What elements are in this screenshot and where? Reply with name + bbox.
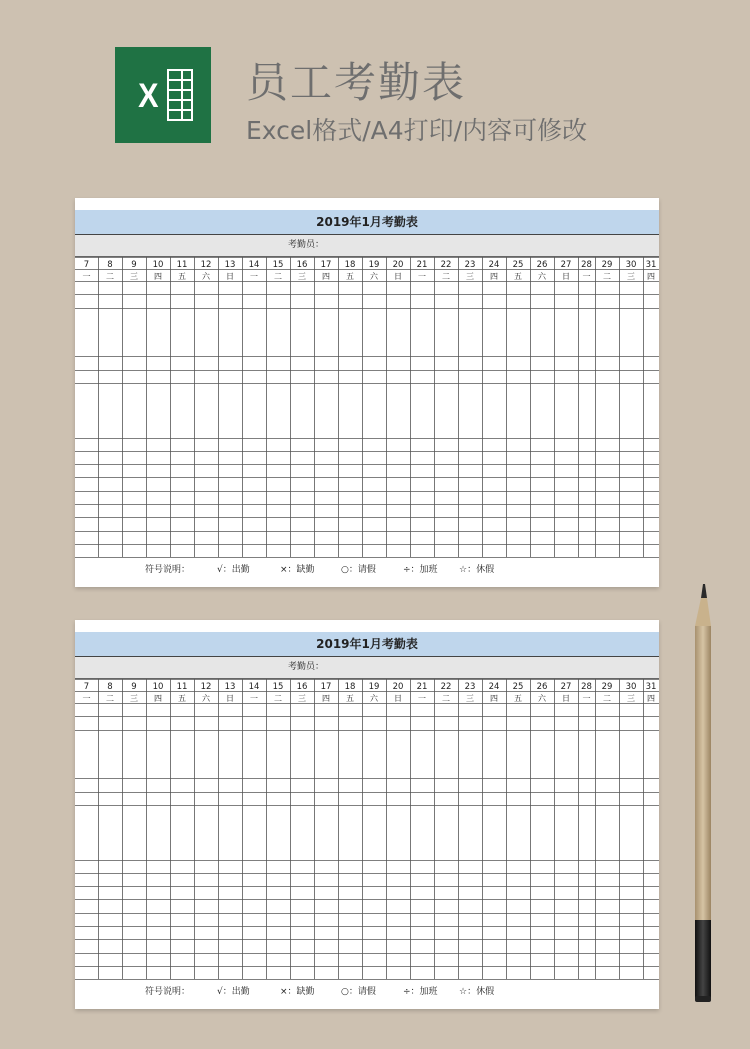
day-number-cell: 21: [416, 260, 428, 270]
legend-overtime: ÷：加班: [403, 987, 438, 997]
weekday-cell: 二: [106, 694, 114, 703]
day-number-cell: 17: [320, 260, 332, 270]
weekday-cell: 六: [538, 694, 546, 703]
day-number-cell: 9: [131, 260, 137, 270]
weekday-cell: 二: [106, 272, 114, 281]
weekday-cell: 二: [603, 694, 611, 703]
pencil-icon: [684, 584, 714, 1009]
day-number-cell: 31: [645, 260, 657, 270]
legend-rest: ☆：休假: [459, 987, 495, 997]
weekday-cell: 四: [647, 694, 655, 703]
weekday-cell: 一: [250, 272, 258, 281]
weekday-cell: 三: [130, 694, 138, 703]
day-number-cell: 20: [392, 682, 404, 692]
day-number-cell: 10: [152, 682, 164, 692]
weekday-cell: 一: [82, 272, 91, 281]
symbol-legend: [75, 982, 659, 998]
weekday-cell: 二: [442, 272, 450, 281]
day-number-cell: 14: [248, 682, 260, 692]
day-number-cell: 9: [131, 682, 137, 692]
day-number-cell: 7: [83, 682, 90, 692]
day-number-cell: 27: [560, 260, 572, 270]
weekday-cell: 三: [298, 694, 306, 703]
sheet-title: 2019年1月考勤表: [75, 210, 659, 235]
weekday-cell: 六: [538, 272, 546, 281]
weekday-cell: 三: [627, 272, 635, 281]
weekday-cell: 五: [514, 272, 522, 281]
weekday-cell: 四: [490, 272, 498, 281]
day-number-cell: 25: [512, 260, 524, 270]
day-number-cell: 16: [296, 260, 308, 270]
attendant-label: 考勤员：: [288, 240, 325, 250]
day-number-cell: 13: [224, 260, 236, 270]
day-number-cell: 24: [488, 682, 500, 692]
day-number-cell: 8: [107, 682, 113, 692]
weekday-cell: 一: [418, 272, 426, 281]
weekday-cell: 日: [394, 272, 402, 281]
day-number-cell: 27: [560, 682, 572, 692]
day-number-cell: 11: [176, 260, 188, 270]
weekday-cell: 日: [226, 694, 234, 703]
day-number-cell: 22: [440, 682, 452, 692]
legend-overtime: ÷：加班: [403, 565, 438, 575]
weekday-cell: 六: [370, 272, 378, 281]
day-number-cell: 8: [107, 260, 113, 270]
legend-leave: ○：请假: [341, 565, 376, 575]
day-number-cell: 19: [368, 682, 380, 692]
legend-title: 符号说明：: [145, 987, 191, 997]
weekday-cell: 四: [322, 272, 330, 281]
page-subtitle: Excel格式/A4打印/内容可修改: [246, 116, 588, 145]
day-number-cell: 19: [368, 260, 380, 270]
day-number-cell: 30: [625, 260, 637, 270]
attendance-grid: [75, 620, 659, 1009]
day-number-cell: 23: [464, 682, 476, 692]
weekday-cell: 四: [154, 694, 162, 703]
legend-rest: ☆：休假: [459, 565, 495, 575]
sheet-title: 2019年1月考勤表: [75, 632, 659, 657]
weekday-cell: 三: [627, 694, 635, 703]
weekday-cell: 六: [202, 272, 210, 281]
day-number-cell: 18: [344, 682, 356, 692]
symbol-legend: [75, 560, 659, 576]
page-title: 员工考勤表: [246, 58, 467, 107]
weekday-cell: 五: [178, 694, 186, 703]
legend-present: √：出勤: [217, 565, 250, 575]
day-number-cell: 14: [248, 260, 260, 270]
weekday-cell: 一: [582, 272, 591, 281]
day-number-cell: 15: [272, 260, 284, 270]
weekday-cell: 一: [582, 694, 591, 703]
day-number-cell: 18: [344, 260, 356, 270]
legend-absent: ×：缺勤: [280, 987, 315, 997]
legend-absent: ×：缺勤: [280, 565, 315, 575]
day-number-cell: 10: [152, 260, 164, 270]
legend-title: 符号说明：: [145, 565, 191, 575]
day-number-cell: 15: [272, 682, 284, 692]
day-number-cell: 29: [601, 682, 613, 692]
day-number-cell: 22: [440, 260, 452, 270]
day-number-cell: 26: [536, 682, 548, 692]
day-number-cell: 30: [625, 682, 637, 692]
attendance-grid: [75, 198, 659, 587]
weekday-cell: 二: [274, 272, 282, 281]
weekday-cell: 四: [490, 694, 498, 703]
weekday-cell: 一: [418, 694, 426, 703]
weekday-cell: 六: [202, 694, 210, 703]
day-number-cell: 31: [645, 682, 657, 692]
attendance-sheet-1: [75, 198, 659, 587]
day-number-cell: 13: [224, 682, 236, 692]
day-number-cell: 12: [200, 260, 212, 270]
weekday-cell: 二: [442, 694, 450, 703]
legend-present: √：出勤: [217, 987, 250, 997]
weekday-cell: 日: [562, 694, 570, 703]
attendance-sheet-2: [75, 620, 659, 1009]
excel-grid-glyph: [167, 69, 193, 121]
weekday-cell: 四: [647, 272, 655, 281]
excel-icon-letter: X: [138, 77, 159, 115]
excel-icon: [115, 47, 211, 143]
day-number-cell: 29: [601, 260, 613, 270]
weekday-cell: 一: [82, 694, 91, 703]
weekday-cell: 二: [274, 694, 282, 703]
day-number-cell: 24: [488, 260, 500, 270]
weekday-cell: 五: [514, 694, 522, 703]
weekday-cell: 五: [178, 272, 186, 281]
day-number-cell: 16: [296, 682, 308, 692]
weekday-cell: 日: [562, 272, 570, 281]
weekday-cell: 日: [394, 694, 402, 703]
day-number-cell: 11: [176, 682, 188, 692]
weekday-cell: 一: [250, 694, 258, 703]
weekday-cell: 四: [154, 272, 162, 281]
weekday-cell: 六: [370, 694, 378, 703]
day-number-cell: 25: [512, 682, 524, 692]
weekday-cell: 日: [226, 272, 234, 281]
day-number-cell: 28: [581, 260, 592, 270]
attendant-label: 考勤员：: [288, 662, 325, 672]
day-number-cell: 28: [581, 682, 592, 692]
day-number-cell: 17: [320, 682, 332, 692]
weekday-cell: 三: [298, 272, 306, 281]
day-number-cell: 26: [536, 260, 548, 270]
weekday-cell: 五: [346, 272, 354, 281]
weekday-cell: 四: [322, 694, 330, 703]
day-number-cell: 21: [416, 682, 428, 692]
weekday-cell: 五: [346, 694, 354, 703]
day-number-cell: 12: [200, 682, 212, 692]
weekday-cell: 三: [466, 694, 474, 703]
day-number-cell: 23: [464, 260, 476, 270]
day-number-cell: 20: [392, 260, 404, 270]
weekday-cell: 二: [603, 272, 611, 281]
weekday-cell: 三: [466, 272, 474, 281]
day-number-cell: 7: [83, 260, 90, 270]
weekday-cell: 三: [130, 272, 138, 281]
legend-leave: ○：请假: [341, 987, 376, 997]
